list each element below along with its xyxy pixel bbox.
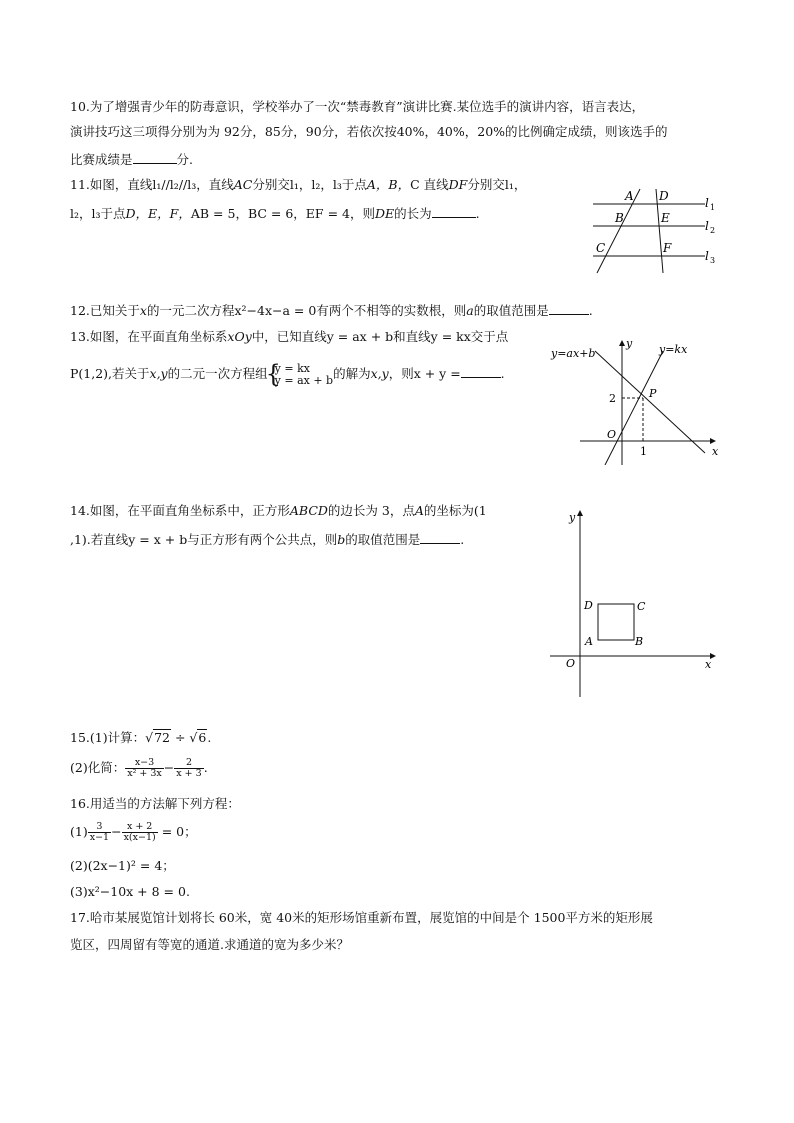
label-F: F — [663, 241, 672, 255]
label-D: D — [659, 189, 669, 203]
q12-text: 的取值范围是 — [473, 303, 549, 318]
label-x: x — [705, 658, 712, 671]
denominator: x + 3 — [176, 768, 202, 779]
numerator: 2 — [174, 758, 203, 769]
numerator: x + 2 — [122, 822, 158, 833]
denominator: x(x−1) — [123, 832, 156, 843]
q10-text-end: 分. — [176, 152, 193, 167]
answer-blank — [133, 151, 177, 164]
q13-var: xOy — [227, 329, 252, 344]
denominator: x−1 — [89, 832, 110, 843]
numerator: 3 — [88, 822, 111, 833]
q16-text: (1) — [70, 824, 88, 839]
system-eq1: { y = kx — [274, 361, 310, 375]
q12-text: 的一元二次方程x²−4x−a = 0有两个不相等的实数根，则 — [146, 303, 467, 318]
q15-part1 — [70, 730, 211, 746]
q11-parallel-lines-figure — [585, 180, 725, 280]
q16-title: 16.用适当的方法解下列方程： — [70, 796, 240, 811]
q13-text: 13.如图，在平面直角坐标系 — [70, 329, 228, 344]
q11-text: C 直线 — [410, 177, 449, 192]
label-E: E — [661, 211, 670, 225]
label-A: A — [585, 635, 593, 648]
label-l2: l — [705, 219, 709, 233]
system-eq2: y = ax + b — [274, 373, 334, 387]
q14-var: b — [337, 532, 346, 547]
fraction-1 — [88, 822, 111, 843]
label-B: B — [635, 635, 644, 648]
q13-var: x,y — [370, 366, 389, 381]
q12-var: a — [466, 303, 474, 318]
q11-text: 的长为 — [394, 206, 432, 221]
label-y-kx: y=kx — [659, 343, 688, 356]
q14-text: 的取值范围是 — [345, 532, 421, 547]
q13-line2 — [70, 362, 505, 387]
q14-text: . — [460, 532, 465, 547]
fraction-1 — [125, 758, 164, 779]
q11-text: 分别交l₁， — [467, 177, 527, 192]
q11-var: DE — [374, 206, 395, 221]
q17-line1: 17.哈市某展览馆计划将长 60米，宽 40米的矩形场馆重新布置，展览馆的中间是个 1500平方米的矩形展 — [70, 910, 653, 925]
label-2: 2 — [609, 392, 616, 405]
label-1: 1 — [640, 445, 647, 458]
label-l3-sub: 3 — [710, 256, 716, 265]
radicand: 72 — [154, 730, 170, 745]
q16-eq1 — [70, 820, 197, 844]
q11-var: D，E，F， — [125, 206, 191, 221]
q17-line2: 览区，四周留有等宽的通道.求通道的宽为多少米？ — [70, 937, 349, 952]
q15-text: 15.(1)计算： — [70, 730, 146, 745]
label-C: C — [637, 600, 646, 613]
q12-line — [70, 302, 593, 319]
fraction-2 — [174, 758, 203, 779]
q13-text: P(1,2),若关于 — [70, 366, 150, 381]
q13-text: 的解为 — [333, 366, 371, 381]
q11-text: 分别交l₁，l₂，l₃于点 — [252, 177, 367, 192]
radicand: 6 — [198, 730, 207, 745]
label-D: D — [584, 599, 593, 612]
q13-var: x,y — [149, 366, 168, 381]
answer-blank — [549, 302, 589, 315]
q11-var: A，B， — [366, 177, 411, 192]
q11-text: AB = 5，BC = 6，EF = 4，则 — [190, 206, 375, 221]
q16-eq3: (3)x²−10x + 8 = 0. — [70, 884, 190, 899]
q13-coordinate-figure — [545, 335, 730, 465]
label-C: C — [596, 241, 606, 255]
q12-text: 12.已知关于 — [70, 303, 140, 318]
q11-text: . — [475, 206, 480, 221]
q14-line2 — [70, 531, 464, 548]
answer-blank — [461, 365, 501, 378]
label-x: x — [712, 445, 719, 458]
q13-line1 — [70, 329, 508, 345]
label-A: A — [625, 189, 634, 203]
q13-text: 的二元一次方程组 — [167, 366, 268, 381]
q11-var: DF — [448, 177, 468, 192]
answer-blank — [432, 205, 476, 218]
equation-system — [268, 363, 333, 387]
q14-square-figure — [545, 505, 725, 700]
sqrt-6: √6 — [189, 730, 207, 745]
q16-text: − — [111, 824, 122, 839]
q15-part2 — [70, 756, 208, 780]
q10-text: 比赛成绩是 — [70, 152, 133, 167]
q14-text: 14.如图，在平面直角坐标系中，正方形 — [70, 503, 290, 518]
q15-text: − — [163, 760, 175, 775]
label-l3: l — [705, 249, 709, 263]
denominator: x² + 3x — [127, 768, 162, 779]
q16-eq2: (2)(2x−1)² = 4； — [70, 858, 175, 873]
sqrt-72: √72 — [145, 730, 170, 745]
label-l1: l — [705, 196, 709, 210]
q11-var: AC — [233, 177, 253, 192]
q12-text: . — [588, 303, 593, 318]
square-abcd — [598, 604, 634, 640]
q14-var: A — [414, 503, 424, 518]
q11-line2 — [70, 205, 480, 222]
q15-text: ÷ — [170, 730, 190, 745]
q13-text: . — [500, 366, 505, 381]
q15-text: . — [207, 730, 212, 745]
q14-text: ,1).若直线y = x + b与正方形有两个公共点，则 — [70, 532, 338, 547]
q13-text: ，则x + y = — [388, 366, 461, 381]
q14-var: ABCD — [289, 503, 328, 518]
q11-text: l₂，l₃于点 — [70, 206, 126, 221]
label-O: O — [566, 657, 576, 670]
label-B: B — [615, 211, 624, 225]
q15-text: (2)化简： — [70, 760, 126, 775]
q13-text: 中，已知直线y = ax + b和直线y = kx交于点 — [251, 329, 509, 344]
label-y: y — [626, 337, 633, 350]
label-y-ax-b: y=ax+b — [551, 347, 596, 360]
q11-text: 11.如图，直线l₁//l₂//l₃，直线 — [70, 177, 234, 192]
fraction-2 — [122, 822, 158, 843]
label-l2-sub: 2 — [710, 226, 716, 235]
q10-line1: 10.为了增强青少年的防毒意识，学校举办了一次“禁毒教育”演讲比赛.某位选手的演讲内容，语言表达， — [70, 99, 645, 114]
numerator: x−3 — [125, 758, 164, 769]
q14-text: 的边长为 3，点 — [327, 503, 415, 518]
q12-var: x — [139, 303, 147, 318]
label-l1-sub: 1 — [710, 203, 716, 212]
label-y: y — [569, 511, 576, 524]
q11-line1 — [70, 177, 526, 193]
q10-line3 — [70, 151, 193, 168]
q15-text: . — [203, 760, 208, 775]
label-P: P — [649, 387, 657, 400]
q14-line1 — [70, 503, 487, 519]
q10-line2: 演讲技巧这三项得分别为为 92分，85分，90分，若依次按40%，40%，20%的比例确定成绩，则该选手的 — [70, 124, 668, 139]
answer-blank — [420, 531, 460, 544]
label-O: O — [607, 428, 617, 441]
q16-text: = 0； — [157, 824, 197, 839]
q14-text: 的坐标为(1 — [423, 503, 487, 518]
